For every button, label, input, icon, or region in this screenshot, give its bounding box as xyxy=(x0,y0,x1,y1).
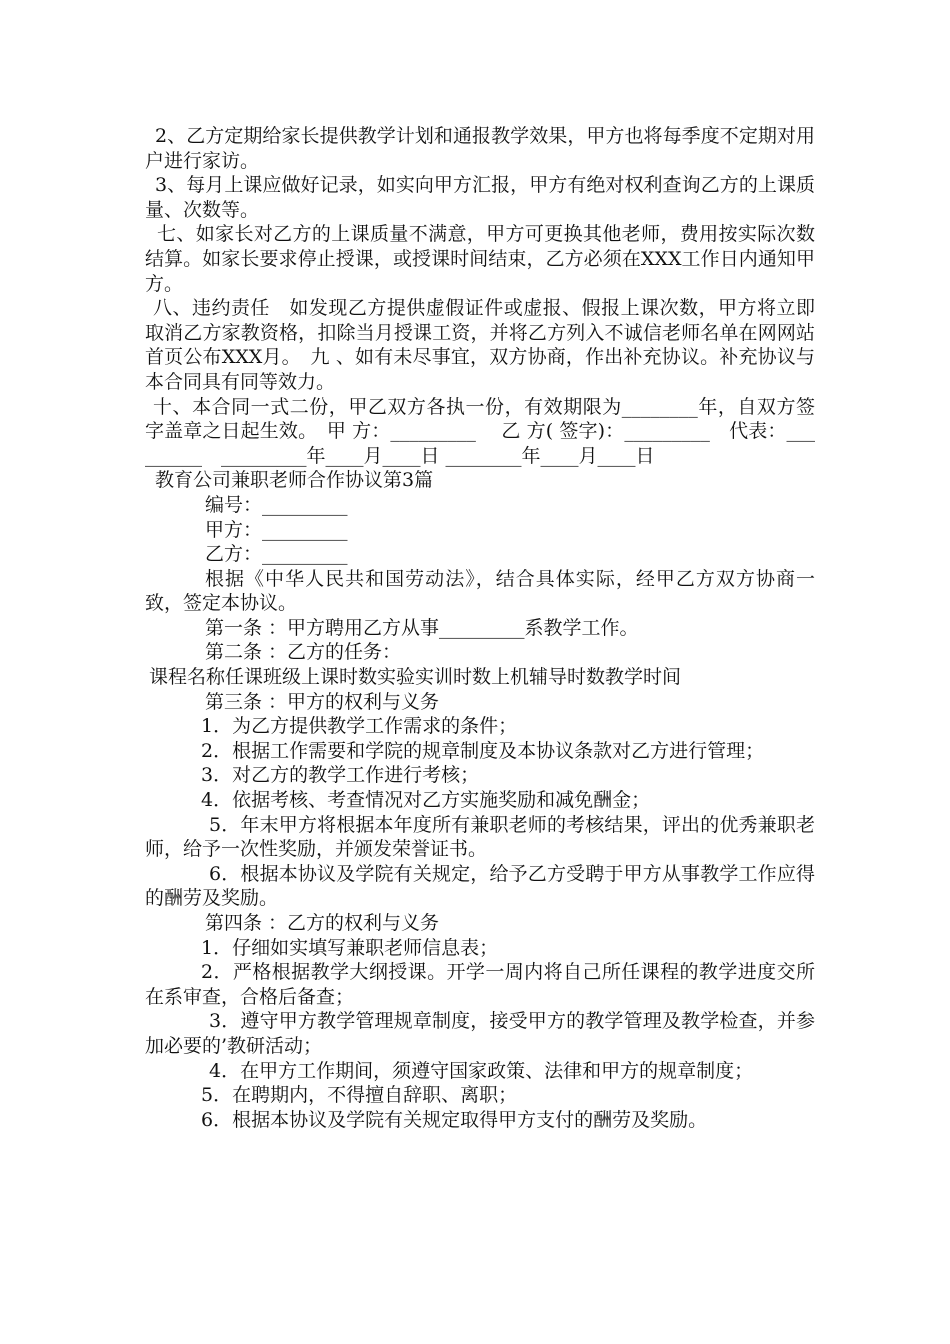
document-page xyxy=(145,124,815,1132)
article-4-item-2: 2．严格根据教学大纲授课。开学一周内将自己所任课程的教学进度交所在系审查，合格后备查； xyxy=(145,961,815,1008)
article-2: 第二条 ：乙方的任务： xyxy=(205,641,402,664)
article-3-item-5: 5．年末甲方将根据本年度所有兼职老师的考核结果，评出的优秀兼职老师，给予一次性奖励，并颁发荣誉证书。 xyxy=(145,813,815,861)
article-4-item-4: 4．在甲方工作期间，须遵守国家政策、法律和甲方的规章制度； xyxy=(209,1059,754,1082)
paragraph-item-3: 3、每月上课应做好记录，如实向甲方汇报，甲方有绝对权利查询乙方的上课质量、次数等。 xyxy=(145,174,815,221)
article-4-item-5: 5．在聘期内，不得擅自辞职、离职； xyxy=(201,1084,518,1107)
paragraph-preamble: 根据《中华人民共和国劳动法》，结合具体实际，经甲乙方双方协商一致，签定本协议。 xyxy=(145,567,815,615)
article-4: 第四条 ：乙方的权利与义务 xyxy=(205,912,440,934)
article-3-item-6: 6．根据本协议及学院有关规定，给予乙方受聘于甲方从事教学工作应得的酬劳及奖励。 xyxy=(145,862,815,910)
field-party-b: 乙方：_________ xyxy=(205,543,348,566)
paragraph-clause-8-9: 八、违约责任 如发现乙方提供虚假证件或虚报、假报上课次数，甲方将立即取消乙方家教资格，扣除当月授课工资，并将乙方列入不诚信老师名单在网网站首页公布XXX月。 九 、如有未尽事宜，双方协商，作出补充协议。补充协议与本合同具有同等效力。 xyxy=(145,297,815,393)
field-party-a: 甲方：_________ xyxy=(205,518,348,541)
article-3: 第三条 ：甲方的权利与义务 xyxy=(205,690,440,713)
article-3-item-2: 2．根据工作需要和学院的规章制度及本协议条款对乙方进行管理； xyxy=(201,739,765,762)
article-4-item-6: 6．根据本协议及学院有关规定取得甲方支付的酬劳及奖励。 xyxy=(201,1108,708,1131)
article-4-item-1: 1．仔细如实填写兼职老师信息表； xyxy=(201,936,499,959)
paragraph-item-2: 2、乙方定期给家长提供教学计划和通报教学效果，甲方也将每季度不定期对用户进行家访。 xyxy=(145,125,815,172)
course-table-header: 课程名称任课班级上课时数实验实训时数上机辅导时数教学时间 xyxy=(149,666,682,689)
article-3-item-1: 1．为乙方提供教学工作需求的条件； xyxy=(201,715,518,738)
field-number: 编号：_________ xyxy=(205,493,348,516)
paragraph-clause-7: 七、如家长对乙方的上课质量不满意，甲方可更换其他老师，费用按实际次数结算。如家长要求停止授课，或授课时间结束，乙方必须在XXX工作日内通知甲方。 xyxy=(145,223,815,295)
article-1: 第一条 ：甲方聘用乙方从事_________系教学工作。 xyxy=(205,616,639,639)
section-title: 教育公司兼职老师合作协议第3篇 xyxy=(155,469,434,492)
article-3-item-4: 4．依据考核、考查情况对乙方实施奖励和减免酬金； xyxy=(201,789,651,812)
paragraph-clause-10-signatures: 十、本合同一式二份，甲乙双方各执一份，有效期限为________年，自双方签字盖章之日起生效。 甲 方：_________ 乙 方( 签字)：_________ 代表：_________ _________年____月____日 ________年____月____日 xyxy=(145,395,815,467)
article-4-item-3: 3．遵守甲方教学管理规章制度，接受甲方的教学管理及教学检查，并参加必要的’教研活动； xyxy=(145,1010,815,1057)
article-3-item-3: 3．对乙方的教学工作进行考核； xyxy=(201,764,480,787)
